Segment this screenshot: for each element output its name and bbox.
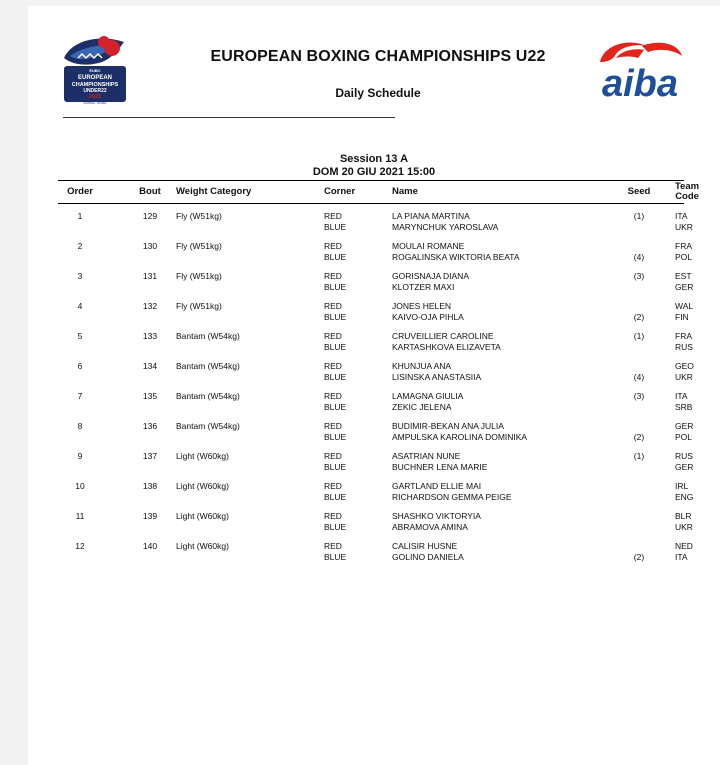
table-row xyxy=(58,240,693,266)
bout-cell: 135 xyxy=(142,391,158,401)
red-corner-cell: RED xyxy=(324,511,342,521)
blue-team-code: ENG xyxy=(675,492,694,502)
blue-boxer-name: AMPULSKA KAROLINA DOMINIKA xyxy=(392,432,528,442)
red-team-code: WAL xyxy=(675,301,694,311)
red-corner-cell: RED xyxy=(324,331,342,341)
bout-cell: 132 xyxy=(142,301,158,311)
blue-corner-cell: BLUE xyxy=(324,312,347,322)
order-cell: 3 xyxy=(77,271,83,281)
red-team-code: NED xyxy=(675,541,693,551)
blue-team-code: SRB xyxy=(675,402,693,412)
blue-boxer-name: KAIVO-OJA PIHLA xyxy=(392,312,464,322)
logo-text-line: CHAMPIONSHIPS xyxy=(71,82,119,88)
blue-boxer-name: ZEKIC JELENA xyxy=(392,402,452,412)
weight-category-cell: Light (W60kg) xyxy=(176,451,229,461)
red-boxer-name: SHASHKO VIKTORYIA xyxy=(392,511,481,521)
red-team-code: ITA xyxy=(675,391,688,401)
order-cell: 8 xyxy=(77,421,83,431)
blue-team-code: FIN xyxy=(675,312,689,322)
weight-category-cell: Bantam (W54kg) xyxy=(176,391,240,401)
red-team-code: BLR xyxy=(675,511,692,521)
blue-corner-cell: BLUE xyxy=(324,552,347,562)
table-row xyxy=(58,300,694,326)
red-boxer-name: LAMAGNA GIULIA xyxy=(392,391,464,401)
order-cell: 4 xyxy=(77,301,83,311)
table-header xyxy=(58,180,700,204)
blue-team-code: UKR xyxy=(675,522,693,532)
order-cell: 2 xyxy=(77,241,83,251)
header-divider xyxy=(63,117,395,118)
order-cell: 10 xyxy=(75,481,85,491)
table-row xyxy=(58,210,693,236)
red-corner-cell: RED xyxy=(324,421,342,431)
blue-corner-cell: BLUE xyxy=(324,222,347,232)
blue-corner-cell: BLUE xyxy=(324,342,347,352)
bout-cell: 138 xyxy=(142,481,158,491)
blue-boxer-name: MARYNCHUK YAROSLAVA xyxy=(392,222,499,232)
bout-cell: 131 xyxy=(142,271,158,281)
order-cell: 11 xyxy=(75,511,85,521)
table-row xyxy=(58,510,693,536)
aiba-logo xyxy=(586,36,686,104)
red-boxer-name: CALISIR HUSNE xyxy=(392,541,458,551)
blue-seed-cell: (2) xyxy=(633,552,645,562)
bout-cell: 139 xyxy=(142,511,158,521)
red-team-code: IRL xyxy=(675,481,689,491)
table-row xyxy=(58,450,694,476)
red-boxer-name: KHUNJUA ANA xyxy=(392,361,452,371)
header-name: Name xyxy=(392,186,418,197)
weight-category-cell: Fly (W51kg) xyxy=(176,241,222,251)
blue-corner-cell: BLUE xyxy=(324,462,347,472)
bout-cell: 130 xyxy=(142,241,158,251)
red-corner-cell: RED xyxy=(324,541,342,551)
red-boxer-name: MOULAI ROMANE xyxy=(392,241,465,251)
header-team-line2: Code xyxy=(675,191,699,202)
session-heading xyxy=(28,153,720,179)
red-team-code: FRA xyxy=(675,241,692,251)
red-corner-cell: RED xyxy=(324,361,342,371)
red-team-code: GER xyxy=(675,421,694,431)
blue-boxer-name: KARTASHKOVA ELIZAVETA xyxy=(392,342,501,352)
red-corner-cell: RED xyxy=(324,241,342,251)
header-corner: Corner xyxy=(324,186,356,197)
logo-text-line: EUBC xyxy=(89,68,101,73)
red-boxer-name: ASATRIAN NUNE xyxy=(392,451,461,461)
session-name: Session 13 A xyxy=(339,153,409,165)
blue-seed-cell: (2) xyxy=(633,432,645,442)
blue-boxer-name: GOLINO DANIELA xyxy=(392,552,464,562)
table-row xyxy=(58,360,694,386)
logo-text-line: UNDER22 xyxy=(83,88,107,94)
weight-category-cell: Bantam (W54kg) xyxy=(176,361,240,371)
red-corner-cell: RED xyxy=(324,391,342,401)
bout-cell: 140 xyxy=(142,541,158,551)
eubc-championship-logo xyxy=(60,28,130,106)
blue-team-code: UKR xyxy=(675,222,693,232)
header-team-line1: Team xyxy=(675,181,700,192)
blue-boxer-name: LISINSKA ANASTASIIA xyxy=(392,372,482,382)
order-cell: 6 xyxy=(77,361,83,371)
table-row xyxy=(58,330,693,356)
bout-cell: 136 xyxy=(142,421,158,431)
blue-corner-cell: BLUE xyxy=(324,522,347,532)
order-cell: 5 xyxy=(77,331,83,341)
red-corner-cell: RED xyxy=(324,301,342,311)
header-order: Order xyxy=(67,186,93,197)
logo-text-line: RUSSIA - ROMA xyxy=(83,101,107,105)
blue-corner-cell: BLUE xyxy=(324,372,347,382)
weight-category-cell: Bantam (W54kg) xyxy=(176,331,240,341)
weight-category-cell: Light (W60kg) xyxy=(176,511,229,521)
blue-team-code: UKR xyxy=(675,372,693,382)
red-boxer-name: LA PIANA MARTINA xyxy=(392,211,470,221)
red-seed-cell: (3) xyxy=(633,271,645,281)
bout-cell: 129 xyxy=(142,211,158,221)
blue-team-code: GER xyxy=(675,462,694,472)
red-boxer-name: GORISNAJA DIANA xyxy=(392,271,469,281)
weight-category-cell: Fly (W51kg) xyxy=(176,271,222,281)
red-seed-cell: (1) xyxy=(633,211,645,221)
red-team-code: ITA xyxy=(675,211,688,221)
table-row xyxy=(58,270,694,296)
red-team-code: EST xyxy=(675,271,692,281)
bout-cell: 137 xyxy=(142,451,158,461)
logo-text-line: EUROPEAN xyxy=(77,75,113,81)
blue-boxer-name: ROGALINSKA WIKTORIA BEATA xyxy=(392,252,520,262)
weight-category-cell: Fly (W51kg) xyxy=(176,211,222,221)
header-seed: Seed xyxy=(627,186,651,197)
red-corner-cell: RED xyxy=(324,211,342,221)
blue-corner-cell: BLUE xyxy=(324,282,347,292)
blue-boxer-name: RICHARDSON GEMMA PEIGE xyxy=(392,492,512,502)
red-corner-cell: RED xyxy=(324,451,342,461)
blue-corner-cell: BLUE xyxy=(324,492,347,502)
header-weight-category: Weight Category xyxy=(176,186,252,197)
blue-corner-cell: BLUE xyxy=(324,432,347,442)
red-boxer-name: BUDIMIR-BEKAN ANA JULIA xyxy=(392,421,504,431)
logo-text-line: 2021 xyxy=(88,94,102,100)
blue-seed-cell: (2) xyxy=(633,312,645,322)
blue-corner-cell: BLUE xyxy=(324,252,347,262)
blue-corner-cell: BLUE xyxy=(324,402,347,412)
red-team-code: RUS xyxy=(675,451,693,461)
blue-boxer-name: BUCHNER LENA MARIE xyxy=(392,462,488,472)
red-seed-cell: (3) xyxy=(633,391,645,401)
bout-cell: 134 xyxy=(142,361,158,371)
order-cell: 7 xyxy=(77,391,83,401)
red-boxer-name: JONES HELEN xyxy=(392,301,452,311)
session-datetime: DOM 20 GIU 2021 15:00 xyxy=(312,166,436,178)
red-boxer-name: GARTLAND ELLIE MAI xyxy=(392,481,482,491)
blue-seed-cell: (4) xyxy=(633,252,645,262)
table-row xyxy=(58,390,693,416)
bout-cell: 133 xyxy=(142,331,158,341)
blue-team-code: ITA xyxy=(675,552,688,562)
blue-team-code: GER xyxy=(675,282,694,292)
document-page xyxy=(28,6,720,765)
weight-category-cell: Bantam (W54kg) xyxy=(176,421,240,431)
blue-team-code: POL xyxy=(675,252,693,262)
order-cell: 9 xyxy=(77,451,83,461)
red-team-code: GEO xyxy=(675,361,694,371)
red-seed-cell: (1) xyxy=(633,331,645,341)
table-row xyxy=(58,420,694,446)
red-corner-cell: RED xyxy=(324,481,342,491)
weight-category-cell: Light (W60kg) xyxy=(176,481,229,491)
red-seed-cell: (1) xyxy=(633,451,645,461)
blue-boxer-name: KLOTZER MAXI xyxy=(392,282,455,292)
header-bout: Bout xyxy=(139,186,161,197)
aiba-wordmark: aiba xyxy=(601,63,679,104)
red-corner-cell: RED xyxy=(324,271,342,281)
order-cell: 1 xyxy=(77,211,83,221)
red-team-code: FRA xyxy=(675,331,692,341)
document-subtitle: Daily Schedule xyxy=(335,86,421,100)
document-title: EUROPEAN BOXING CHAMPIONSHIPS U22 xyxy=(210,48,546,65)
blue-seed-cell: (4) xyxy=(633,372,645,382)
header-team-code xyxy=(675,182,699,202)
weight-category-cell: Fly (W51kg) xyxy=(176,301,222,311)
blue-boxer-name: ABRAMOVA AMINA xyxy=(392,522,468,532)
table-row xyxy=(58,540,693,566)
red-boxer-name: CRUVEILLIER CAROLINE xyxy=(392,331,494,341)
blue-team-code: RUS xyxy=(675,342,693,352)
table-row xyxy=(58,480,694,506)
blue-team-code: POL xyxy=(675,432,693,442)
weight-category-cell: Light (W60kg) xyxy=(176,541,229,551)
order-cell: 12 xyxy=(75,541,85,551)
